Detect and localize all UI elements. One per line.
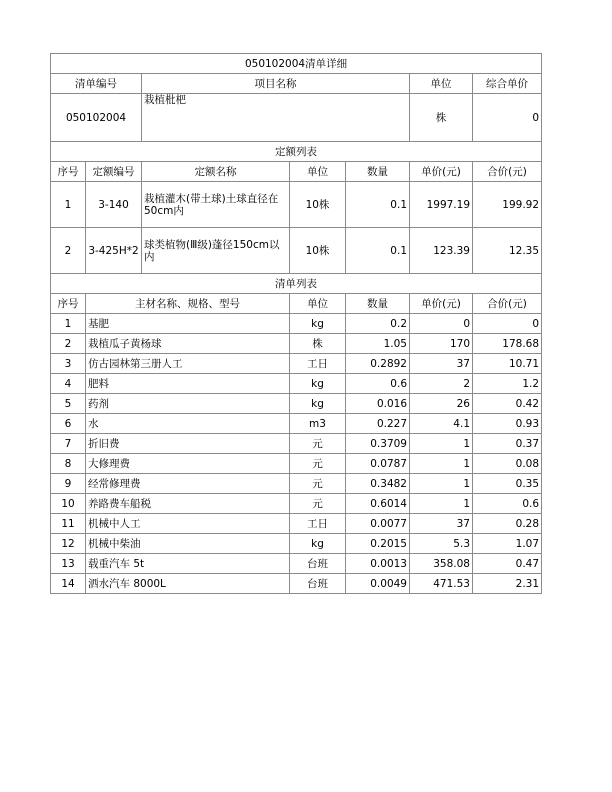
list-col-total: 合价(元): [473, 294, 542, 314]
list-name: 基肥: [86, 314, 290, 334]
quota-col-no: 序号: [51, 162, 86, 182]
list-total: 0.93: [473, 414, 542, 434]
list-price: 37: [410, 354, 473, 374]
code-header: 清单编号: [51, 74, 142, 94]
list-unit: kg: [290, 534, 346, 554]
quota-price: 123.39: [410, 228, 473, 274]
list-col-price: 单价(元): [410, 294, 473, 314]
list-row: [51, 494, 542, 514]
quota-col-qty: 数量: [346, 162, 410, 182]
list-no: 13: [51, 554, 86, 574]
list-total: 10.71: [473, 354, 542, 374]
list-price: 1: [410, 454, 473, 474]
quota-row: [51, 182, 542, 228]
list-unit: 元: [290, 494, 346, 514]
list-unit: 元: [290, 454, 346, 474]
item-unit: 株: [410, 94, 473, 142]
list-row: [51, 394, 542, 414]
list-qty: 0.016: [346, 394, 410, 414]
list-row: [51, 454, 542, 474]
list-name: 水: [86, 414, 290, 434]
list-price: 2: [410, 374, 473, 394]
list-total: 0: [473, 314, 542, 334]
quota-name: 球类植物(Ⅲ级)蓬径150cm以内: [142, 228, 290, 274]
list-row: [51, 414, 542, 434]
list-qty: 0.0013: [346, 554, 410, 574]
list-total: 0.37: [473, 434, 542, 454]
list-row: [51, 474, 542, 494]
list-price: 358.08: [410, 554, 473, 574]
list-col-unit: 单位: [290, 294, 346, 314]
price-header: 综合单价: [473, 74, 542, 94]
list-unit: kg: [290, 374, 346, 394]
list-name: 大修理费: [86, 454, 290, 474]
list-price: 4.1: [410, 414, 473, 434]
item-name: 栽植枇杷: [142, 94, 410, 142]
list-no: 5: [51, 394, 86, 414]
quota-code: 3-140: [86, 182, 142, 228]
list-qty: 0.3709: [346, 434, 410, 454]
list-no: 7: [51, 434, 86, 454]
list-total: 2.31: [473, 574, 542, 594]
quota-no: 1: [51, 182, 86, 228]
list-price: 1: [410, 434, 473, 454]
list-no: 11: [51, 514, 86, 534]
quota-unit: 10株: [290, 228, 346, 274]
list-no: 3: [51, 354, 86, 374]
list-no: 10: [51, 494, 86, 514]
list-qty: 0.6014: [346, 494, 410, 514]
list-total: 1.2: [473, 374, 542, 394]
quota-no: 2: [51, 228, 86, 274]
item-code: 050102004: [51, 94, 142, 142]
list-total: 0.6: [473, 494, 542, 514]
list-price: 170: [410, 334, 473, 354]
list-no: 6: [51, 414, 86, 434]
list-unit: 工日: [290, 354, 346, 374]
quota-row: [51, 228, 542, 274]
list-name: 载重汽车 5t: [86, 554, 290, 574]
list-name: 养路费车船税: [86, 494, 290, 514]
list-qty: 1.05: [346, 334, 410, 354]
list-col-name: 主材名称、规格、型号: [86, 294, 290, 314]
list-name: 栽植瓜子黄杨球: [86, 334, 290, 354]
quota-section-title: 定额列表: [51, 142, 542, 162]
list-no: 12: [51, 534, 86, 554]
list-price: 1: [410, 494, 473, 514]
quota-name: 栽植灌木(带土球)土球直径在50cm内: [142, 182, 290, 228]
quota-unit: 10株: [290, 182, 346, 228]
list-no: 14: [51, 574, 86, 594]
list-col-qty: 数量: [346, 294, 410, 314]
quota-col-code: 定额编号: [86, 162, 142, 182]
list-unit: 台班: [290, 574, 346, 594]
quota-col-price: 单价(元): [410, 162, 473, 182]
list-no: 9: [51, 474, 86, 494]
quota-qty: 0.1: [346, 182, 410, 228]
quota-total: 199.92: [473, 182, 542, 228]
list-qty: 0.3482: [346, 474, 410, 494]
quota-qty: 0.1: [346, 228, 410, 274]
name-header: 项目名称: [142, 74, 410, 94]
quota-total: 12.35: [473, 228, 542, 274]
list-no: 1: [51, 314, 86, 334]
list-qty: 0.6: [346, 374, 410, 394]
list-name: 仿古园林第三册人工: [86, 354, 290, 374]
list-unit: 元: [290, 474, 346, 494]
list-unit: 工日: [290, 514, 346, 534]
list-qty: 0.2: [346, 314, 410, 334]
list-qty: 0.2015: [346, 534, 410, 554]
list-row: [51, 534, 542, 554]
list-no: 8: [51, 454, 86, 474]
list-unit: m3: [290, 414, 346, 434]
list-col-no: 序号: [51, 294, 86, 314]
list-name: 药剂: [86, 394, 290, 414]
list-section-title: 清单列表: [51, 274, 542, 294]
quota-price: 1997.19: [410, 182, 473, 228]
list-unit: 台班: [290, 554, 346, 574]
list-row: [51, 354, 542, 374]
quota-col-total: 合价(元): [473, 162, 542, 182]
list-row: [51, 374, 542, 394]
list-price: 26: [410, 394, 473, 414]
quota-col-name: 定额名称: [142, 162, 290, 182]
list-total: 0.08: [473, 454, 542, 474]
list-unit: kg: [290, 394, 346, 414]
list-qty: 0.0049: [346, 574, 410, 594]
item-price: 0: [473, 94, 542, 142]
list-qty: 0.2892: [346, 354, 410, 374]
list-total: 1.07: [473, 534, 542, 554]
list-no: 4: [51, 374, 86, 394]
table-body: [51, 54, 542, 594]
unit-header: 单位: [410, 74, 473, 94]
list-price: 1: [410, 474, 473, 494]
list-row: [51, 334, 542, 354]
quota-code: 3-425H*2: [86, 228, 142, 274]
list-price: 5.3: [410, 534, 473, 554]
list-price: 471.53: [410, 574, 473, 594]
list-total: 178.68: [473, 334, 542, 354]
list-name: 洒水汽车 8000L: [86, 574, 290, 594]
list-row: [51, 314, 542, 334]
bill-detail-table: [50, 53, 542, 594]
sheet-title: 050102004清单详细: [51, 54, 542, 74]
list-unit: 元: [290, 434, 346, 454]
list-name: 机械中柴油: [86, 534, 290, 554]
list-name: 经常修理费: [86, 474, 290, 494]
list-total: 0.42: [473, 394, 542, 414]
list-qty: 0.227: [346, 414, 410, 434]
list-row: [51, 574, 542, 594]
list-name: 机械中人工: [86, 514, 290, 534]
list-price: 37: [410, 514, 473, 534]
list-qty: 0.0787: [346, 454, 410, 474]
list-no: 2: [51, 334, 86, 354]
list-total: 0.28: [473, 514, 542, 534]
list-name: 折旧费: [86, 434, 290, 454]
list-qty: 0.0077: [346, 514, 410, 534]
list-row: [51, 554, 542, 574]
list-unit: 株: [290, 334, 346, 354]
list-total: 0.47: [473, 554, 542, 574]
list-name: 肥料: [86, 374, 290, 394]
list-row: [51, 514, 542, 534]
list-price: 0: [410, 314, 473, 334]
list-total: 0.35: [473, 474, 542, 494]
list-unit: kg: [290, 314, 346, 334]
quota-col-unit: 单位: [290, 162, 346, 182]
list-row: [51, 434, 542, 454]
